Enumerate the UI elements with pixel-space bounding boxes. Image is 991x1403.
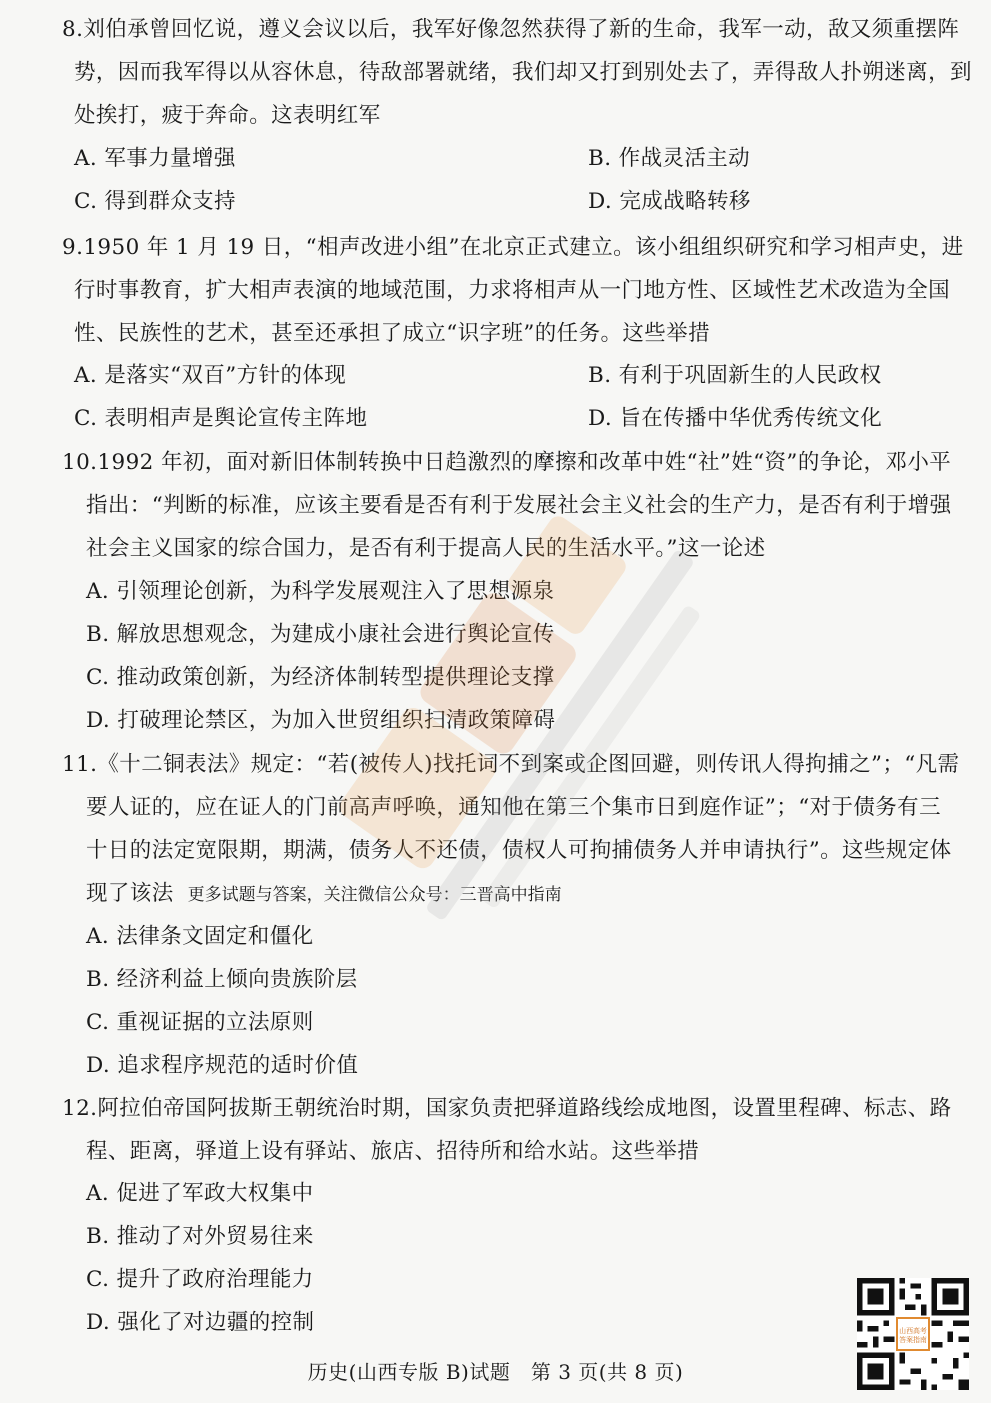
option-d: D. 追求程序规范的适时价值	[86, 1053, 359, 1078]
question-line: 势，因而我军得以从容休息，待敌部署就绪，我们却又打到别处去了，弄得敌人扑朔迷离，到	[74, 60, 972, 85]
option-a: A. 引领理论创新，为科学发展观注入了思想源泉	[86, 579, 555, 604]
promo-note: 更多试题与答案，关注微信公众号：三晋高中指南	[187, 885, 562, 905]
option-b: B. 解放思想观念，为建成小康社会进行舆论宣传	[86, 622, 555, 647]
question-number: 12.	[62, 1096, 98, 1121]
question-line: 性、民族性的艺术，甚至还承担了成立“识字班”的任务。这些举措	[74, 321, 710, 346]
option-c: C. 提升了政府治理能力	[86, 1267, 314, 1292]
option-c: C. 得到群众支持	[74, 189, 236, 214]
question-number: 9.	[62, 235, 84, 260]
page-footer: 历史(山西专版 B)试题 第 3 页(共 8 页)	[307, 1360, 684, 1384]
qr-caption: 山西高考	[899, 1326, 927, 1335]
option-d: D. 打破理论禁区，为加入世贸组织扫清政策障碍	[86, 708, 556, 733]
question-text: 阿拉伯帝国阿拔斯王朝统治时期，国家负责把驿道路线绘成地图，设置里程碑、标志、路	[97, 1096, 952, 1121]
option-a: A. 军事力量增强	[74, 146, 236, 171]
option-b: B. 经济利益上倾向贵族阶层	[86, 967, 358, 992]
option-a: A. 是落实“双百”方针的体现	[74, 363, 347, 388]
question-line: 要人证的，应在证人的门前高声呼唤，通知他在第三个集市日到庭作证”；“对于债务有三	[86, 795, 941, 820]
question-line	[62, 441, 967, 484]
option-c: C. 重视证据的立法原则	[86, 1010, 314, 1035]
question-line	[62, 1087, 967, 1130]
question-line	[62, 743, 967, 786]
question-line: 社会主义国家的综合国力，是否有利于提高人民的生活水平。”这一论述	[86, 536, 766, 561]
question-line	[62, 872, 967, 915]
option-a: A. 法律条文固定和僵化	[86, 924, 314, 949]
question-line: 十日的法定宽限期，期满，债务人不还债，债权人可拘捕债务人并申请执行”。这些规定体	[86, 838, 952, 863]
option-b: B. 有利于巩固新生的人民政权	[588, 363, 882, 388]
question-12	[62, 1087, 967, 1173]
option-d: D. 完成战略转移	[588, 189, 751, 214]
question-text: 现了该法	[86, 881, 174, 906]
option-c: C. 表明相声是舆论宣传主阵地	[74, 406, 368, 431]
question-line	[62, 226, 967, 269]
question-text: 1992 年初，面对新旧体制转换中日趋激烈的摩擦和改革中姓“社”姓“资”的争论，邓小平	[97, 450, 952, 475]
option-c: C. 推动政策创新，为经济体制转型提供理论支撑	[86, 665, 555, 690]
question-line: 指出：“判断的标准，应该主要看是否有利于发展社会主义社会的生产力，是否有利于增强	[86, 493, 952, 518]
option-d: D. 旨在传播中华优秀传统文化	[588, 406, 883, 431]
option-d: D. 强化了对边疆的控制	[86, 1310, 315, 1335]
question-number: 8.	[62, 17, 84, 42]
question-number: 11.	[62, 752, 98, 777]
option-b: B. 作战灵活主动	[588, 146, 751, 171]
question-11	[62, 743, 967, 915]
question-8	[62, 8, 972, 137]
question-number: 10.	[62, 450, 98, 475]
question-line: 行时事教育，扩大相声表演的地域范围，力求将相声从一门地方性、区域性艺术改造为全国	[74, 278, 951, 303]
svg-text:答案指南: 答案指南	[899, 1336, 927, 1344]
question-line: 程、距离，驿道上设有驿站、旅店、招待所和给水站。这些举措	[86, 1139, 700, 1164]
question-10	[62, 441, 967, 570]
question-text: 1950 年 1 月 19 日，“相声改进小组”在北京正式建立。该小组组织研究和学习相声史，进	[83, 235, 964, 260]
option-a: A. 促进了军政大权集中	[86, 1181, 314, 1206]
question-9	[62, 226, 967, 355]
question-line	[62, 8, 967, 51]
question-text: 刘伯承曾回忆说，遵义会议以后，我军好像忽然获得了新的生命，我军一动，敌又须重摆阵	[83, 17, 960, 42]
question-line: 处挨打，疲于奔命。这表明红军	[74, 103, 381, 128]
option-b: B. 推动了对外贸易往来	[86, 1224, 314, 1249]
question-text: 《十二铜表法》规定：“若(被传人)找托词不到案或企图回避，则传讯人得拘捕之”；“凡需	[97, 752, 960, 777]
